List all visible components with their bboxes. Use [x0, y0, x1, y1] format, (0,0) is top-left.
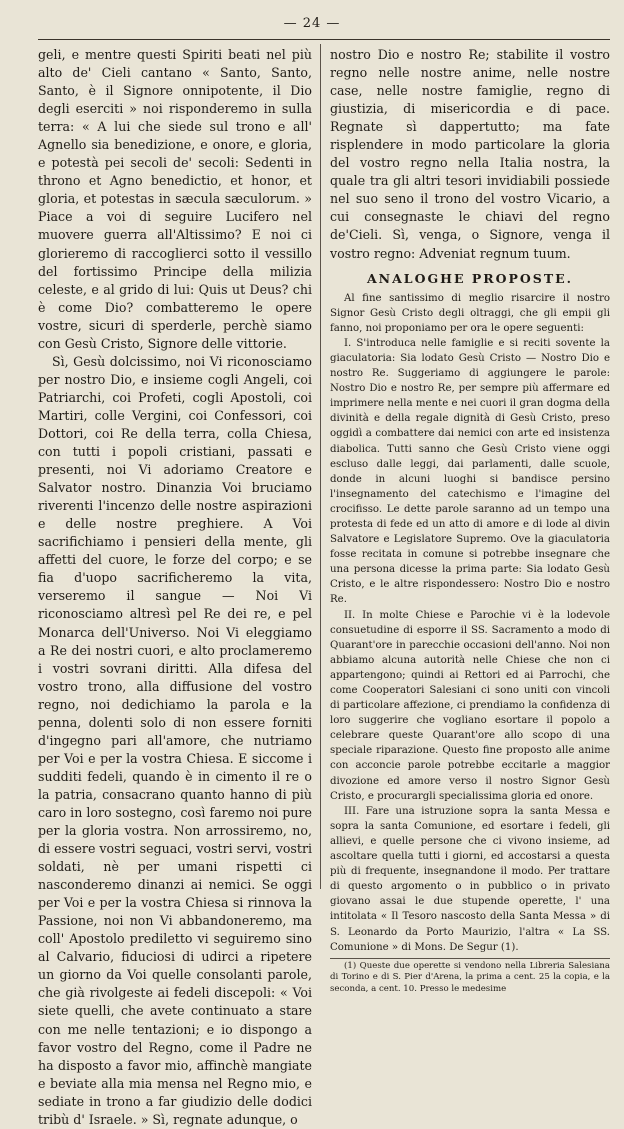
proposal-intro: Al fine santissimo di meglio risarcire il nostro Signor Gesù Cristo degli oltraggi, che gli empii gli fanno, noi proponiamo per ora le opere seguenti:	[330, 292, 610, 334]
section-title: ANALOGHE PROPOSTE.	[366, 270, 574, 286]
page-number: — 24 —	[283, 16, 341, 31]
right-column	[330, 46, 610, 994]
proposal-3: III. Fare una istruzione sopra la santa Messa e sopra la santa Comunione, ed esortare i fedeli, gli allievi, e quelle persone che ci vivono insieme, ad ascoltare quella tutti i giorni, ed accostarsi a questa più di frequente, insegnandone il modo. Per trattare di questo argomento o in pubblico o in privato giovano assai le due stupende operette, l' una intitolata « Il Tesoro nascosto della Santa Messa » di S. Leonardo da Porto Maurizio, l'altra « La SS. Comunione » di Mons. De Segur (1).	[330, 805, 610, 953]
footnote: (1) Queste due operette si vendono nella Libreria Salesiana di Torino e di S. Pier d'Arena, la prima a cent. 25 la copia, e la seconda, a cent. 10. Presso le medesime	[330, 960, 610, 994]
left-paragraph-2: Sì, Gesù dolcissimo, noi Vi riconosciamo per nostro Dio, e insieme cogli Angeli, coi Patriarchi, coi Profeti, cogli Apostoli, coi Martiri, colle Vergini, coi Confessori, coi Dottori, coi Re della terra, colla Chiesa, con tutti i popoli cristiani, passati e presenti, noi Vi adoriamo Creatore e Salvator nostro. Dinanzia Voi bruciamo riverenti l'incenzo delle nostre aspirazioni e delle nostre preghiere. A Voi sacrifichiamo i pensieri della mente, gli affetti del cuore, le forze del corpo; e se fia d'uopo sacrificheremo la vita, verseremo il sangue — Noi Vi riconosciamo altresì pel Re dei re, e pel Monarca dell'Universo. Noi Vi eleggiamo a Re dei nostri cuori, e alto proclameremo i vostri sovrani diritti. Alla difesa del vostro trono, alla diffusione del vostro regno, noi dedichiamo la parola e la penna, dolenti solo di non essere forniti d'ingegno pari all'amore, che nutriamo per Voi e per la vostra Chiesa. E siccome i sudditi fedeli, quando è in cimento il re o la patria, consacrano quanto hanno di più caro in loro sostegno, così faremo noi pure per la gloria vostra. Non arrossiremo, no, di essere vostri seguaci, vostri servi, vostri soldati, nè per umani rispetti ci nasconderemo dinanzi ai nemici. Se oggi per Voi e per la vostra Chiesa si rinnova la Passione, noi non Vi abbandoneremo, ma coll' Apostolo prediletto vi seguiremo sino al Calvario, fiduciosi di udirci a ripetere un giorno da Voi quelle consolanti parole, che già rivolgeste ai fedeli discepoli: « Voi siete quelli, che avete continuato a stare con me nelle tentazioni; e io dispongo a favor vostro del Regno, come il Padre ne ha disposto a favor mio, affinchè mangiate e beviate alla mia mensa nel Regno mio, e sediate in trono a far giudizio delle dodici tribù d' Israele. » Sì, regnate adunque, o	[38, 353, 312, 1127]
left-paragraph-1: geli, e mentre questi Spiriti beati nel più alto de' Cieli cantano « Santo, Santo, Santo, è il Signore onnipotente, il Dio degli eserciti » noi risponderemo in sulla terra: « A lui che siede sul trono e all' Agnello sia benedizione, e onore, e gloria, e potestà pei secoli de' secoli: Sedenti in throno et Agno benedictio, et honor, et gloria, et potestas in sæcula sæculorum. » Piace a voi di seguire Lucifero nel muovere guerra all'Altissimo? E noi ci glorieremo di raccoglierci sotto il vessillo del fortissimo Principe della milizia celeste, e al grido di lui: Quis ut Deus? chi è come Dio? combatteremo le opere vostre, sicuri di sperderle, perchè siamo con Gesù Cristo, Signore delle vittorie.	[38, 47, 312, 351]
column-divider	[320, 44, 321, 889]
proposal-1: I. S'introduca nelle famiglie e si reciti sovente la giaculatoria: Sia lodato Gesù Cristo — Nostro Dio e nostro Re. Suggeriamo di aggiungere le parole: Nostro Dio e nostro Re, per sempre più affermare ed imprimere nella mente e nei cuori il gran dogma della divinità e della regale dignità di Gesù Cristo, preso oggidì a combattere dai nemici con arte ed insistenza diabolica. Tutti sanno che Gesù Cristo viene oggi escluso dalle leggi, dai parlamenti, dalle scuole, donde in alcuni luoghi si bandisce persino l'insegnamento del catechismo e l'imagine del crocifisso. Le dette parole saranno ad un tempo una protesta di fede ed un atto di amore e di lode al divin Salvatore e Legislatore Supremo. Ove la giaculatoria fosse recitata in comune si potrebbe insegnare che una persona dicesse la prima parte: Sia lodato Gesù Cristo, e le altre rispondessero: Nostro Dio e nostro Re.	[330, 337, 610, 606]
right-intro-paragraph: nostro Dio e nostro Re; stabilite il vostro regno nelle nostre anime, nelle nostre case, nelle nostre famiglie, regno di giustizia, di misericordia e di pace. Regnate sì dappertutto; ma fate risplendere in modo particolare la gloria del vostro regno nella Italia nostra, la quale tra gli altri tesori invidiabili possiede nel suo seno il trono del vostro Vicario, a cui consegnaste le chiavi del regno de'Cieli. Sì, venga, o Signore, venga il vostro regno: Adveniat regnum tuum.	[330, 47, 610, 261]
footnote-rule	[330, 958, 610, 959]
proposal-2: II. In molte Chiese e Parochie vi è la lodevole consuetudine di esporre il SS. Sacramento a modo di Quarant'ore in parecchie occasioni dell'anno. Noi non abbiamo alcuna autorità nelle Chiese che non ci appartengono; quindi ai Rettori ed ai Parrochi, che come Cooperatori Salesiani ci sono uniti con vincoli di particolare affezione, ci prendiamo la confidenza di loro suggerire che vogliano esortare il popolo a celebrare queste Quarant'ore allo scopo di una speciale riparazione. Questo fine proposto alle anime con acconcie parole potrebbe eccitarle a maggior divozione ed amore verso il nostro Signor Gesù Cristo, e procurargli specialissima gloria ed onore.	[330, 609, 610, 802]
header-rule	[38, 39, 610, 40]
left-column	[38, 46, 312, 1127]
